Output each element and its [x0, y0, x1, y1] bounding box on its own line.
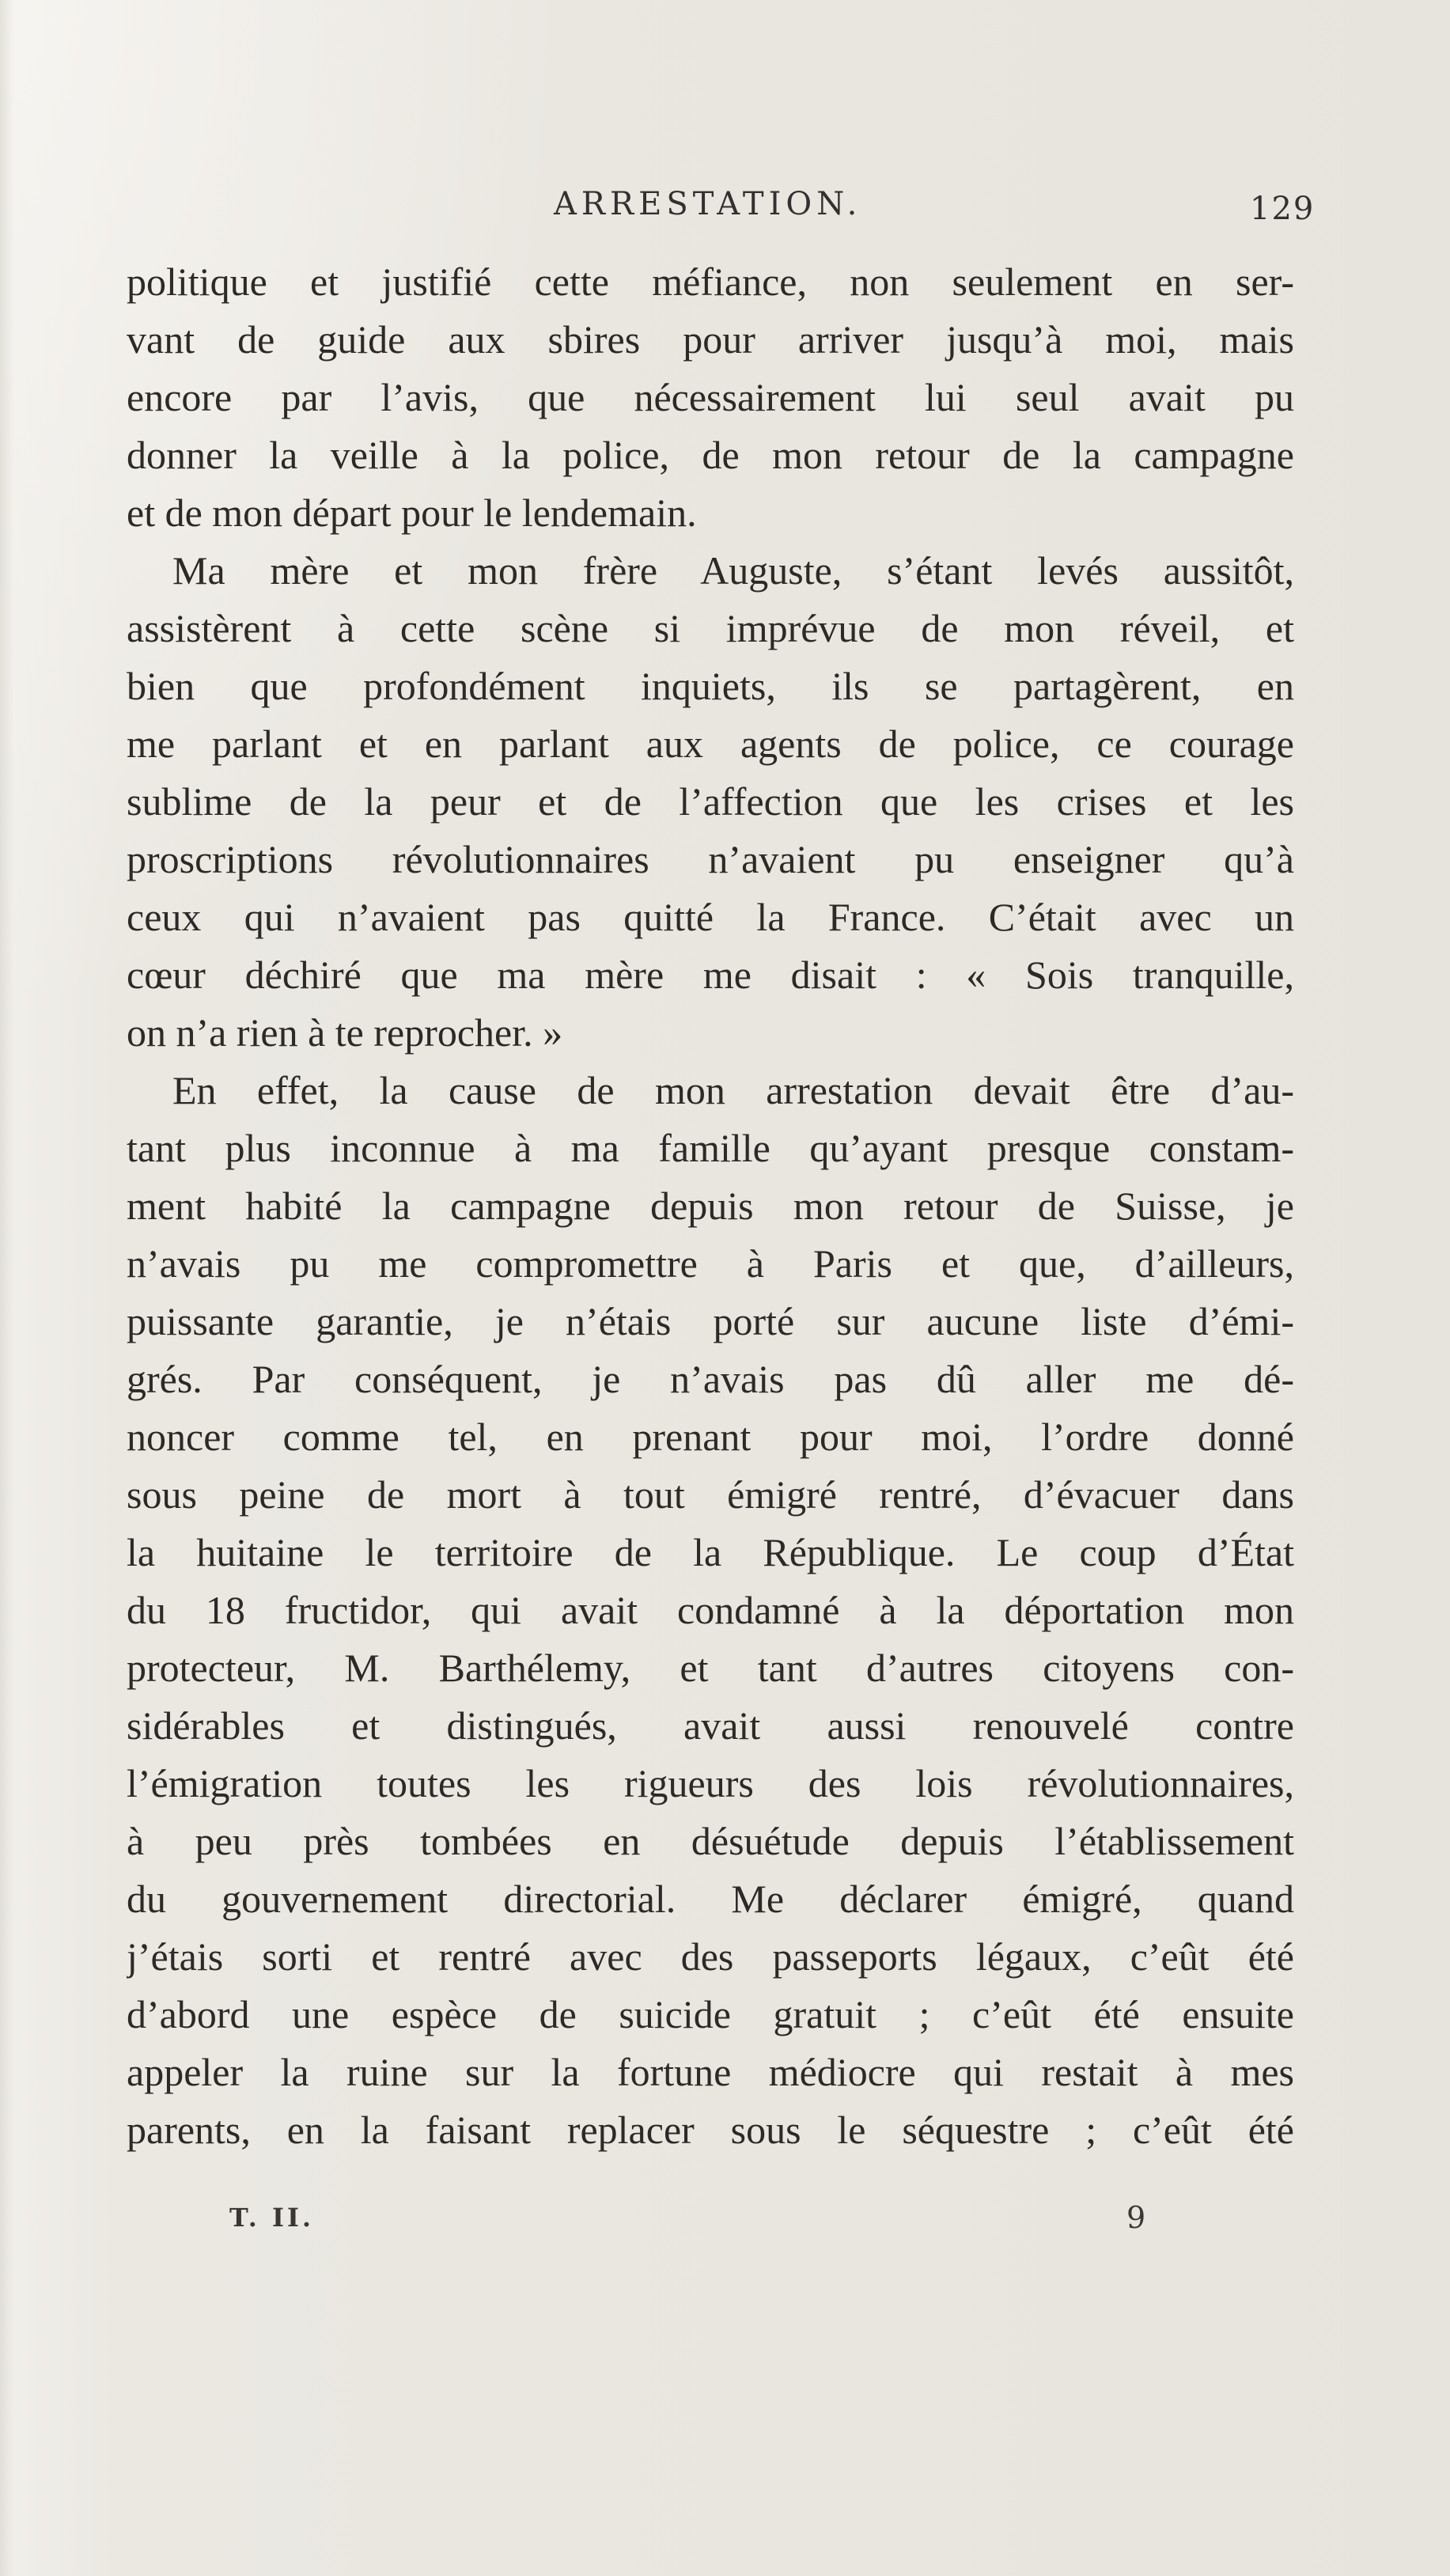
text-line: bien que profondément inquiets, ils se partagèrent, en	[127, 664, 1294, 708]
text-line: proscriptions révolutionnaires n’avaient pu enseigner qu’à	[127, 837, 1294, 881]
text-line: appeler la ruine sur la fortune médiocre qui restait à mes	[127, 2050, 1294, 2094]
sheet-number: 9	[1126, 2200, 1146, 2235]
text-line: me parlant et en parlant aux agents de police, ce courage	[127, 722, 1294, 766]
running-head: ARRESTATION.	[554, 186, 862, 222]
text-line: l’émigration toutes les rigueurs des lois révolutionnaires,	[127, 1761, 1294, 1805]
text-line: assistèrent à cette scène si imprévue de mon réveil, et	[127, 606, 1294, 650]
text-line: n’avais pu me compromettre à Paris et que, d’ailleurs,	[127, 1241, 1294, 1286]
text-line: du 18 fructidor, qui avait condamné à la déportation mon	[127, 1588, 1294, 1632]
text-line: noncer comme tel, en prenant pour moi, l’ordre donné	[127, 1415, 1294, 1459]
text-line: ment habité la campagne depuis mon retour de Suisse, je	[127, 1184, 1294, 1228]
signature-mark: T. II.	[229, 2203, 315, 2233]
text-line: sublime de la peur et de l’affection que les crises et les	[127, 779, 1294, 824]
text-line: tant plus inconnue à ma famille qu’ayant presque constam-	[127, 1126, 1294, 1170]
text-line: sidérables et distingués, avait aussi renouvelé contre	[127, 1703, 1294, 1748]
text-line: cœur déchiré que ma mère me disait : « Sois tranquille,	[127, 953, 1294, 997]
page-number: 129	[1250, 191, 1316, 227]
text-line: puissante garantie, je n’étais porté sur aucune liste d’émi-	[127, 1299, 1294, 1343]
text-line: encore par l’avis, que nécessairement lui seul avait pu	[127, 375, 1294, 419]
binding-shadow	[0, 0, 14, 2576]
text-line: donner la veille à la police, de mon retour de la campagne	[127, 433, 1294, 477]
page-header	[127, 180, 1316, 244]
page-footer	[127, 2198, 1313, 2245]
body-text	[127, 253, 1294, 2159]
text-line: vant de guide aux sbires pour arriver jusqu’à moi, mais	[127, 317, 1294, 362]
text-line: Ma mère et mon frère Auguste, s’étant levés aussitôt,	[172, 548, 1294, 593]
text-line: la huitaine le territoire de la République. Le coup d’État	[127, 1530, 1294, 1574]
text-line: d’abord une espèce de suicide gratuit ; c’eût été ensuite	[127, 1992, 1294, 2036]
text-line: du gouvernement directorial. Me déclarer émigré, quand	[127, 1877, 1294, 1921]
text-line: protecteur, M. Barthélemy, et tant d’autres citoyens con-	[127, 1646, 1294, 1690]
text-line: on n’a rien à te reprocher. »	[127, 1010, 563, 1055]
text-line: à peu près tombées en désuétude depuis l’établissement	[127, 1819, 1294, 1863]
text-line: politique et justifié cette méfiance, non seulement en ser-	[127, 259, 1294, 304]
text-line: En effet, la cause de mon arrestation devait être d’au-	[172, 1068, 1294, 1112]
text-line: sous peine de mort à tout émigré rentré, d’évacuer dans	[127, 1472, 1294, 1517]
text-line: grés. Par conséquent, je n’avais pas dû aller me dé-	[127, 1357, 1294, 1401]
text-line: parents, en la faisant replacer sous le séquestre ; c’eût été	[127, 2108, 1294, 2152]
text-line: j’étais sorti et rentré avec des passeports légaux, c’eût été	[127, 1934, 1294, 1979]
text-line: ceux qui n’avaient pas quitté la France. C’était avec un	[127, 895, 1294, 939]
text-line: et de mon départ pour le lendemain.	[127, 491, 697, 535]
